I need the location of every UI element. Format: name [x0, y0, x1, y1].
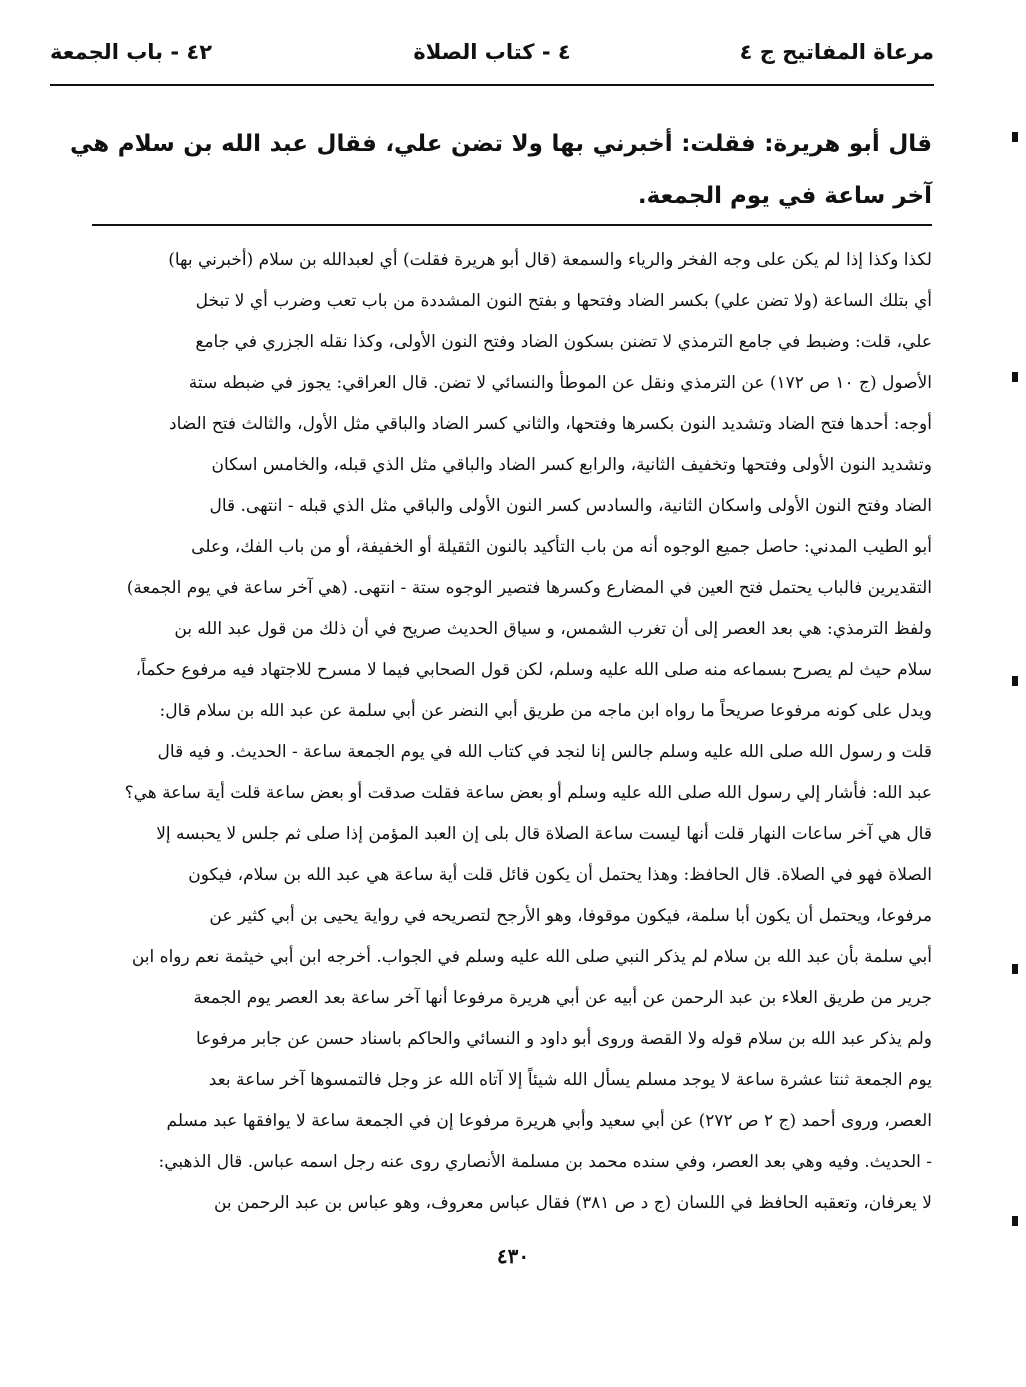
commentary-line: ويدل على كونه مرفوعا صريحاً ما رواه ابن ماجه من طريق أبي النضر عن أبي سلمة عن عبد الله بن سلام قال:: [159, 701, 932, 721]
commentary-line: يوم الجمعة ثنتا عشرة ساعة لا يوجد مسلم يسأل الله شيئاً إلا آتاه الله عز وجل فالتمسوها آخر ساعة بعد: [208, 1070, 932, 1090]
commentary-line: أبو الطيب المدني: حاصل جميع الوجوه أنه من باب التأكيد بالنون الثقيلة أو الخفيفة، أو من باب الفك، وعلى: [191, 537, 932, 557]
commentary-line: مرفوعا، ويحتمل أن يكون أبا سلمة، فيكون موقوفا، وهو الأرجح لتصريحه في رواية يحيى بن أبي كثير عن: [209, 906, 932, 926]
header-chapter: ٤ - كتاب الصلاة: [413, 40, 571, 64]
commentary-line: ولفظ الترمذي: هي بعد العصر إلى أن تغرب الشمس، و سياق الحديث صريح في أن ذلك من قول عبد الله بن: [174, 619, 932, 639]
margin-mark: [1012, 1216, 1018, 1226]
commentary-line: عبد الله: فأشار إلي رسول الله صلى الله عليه وسلم أو بعض ساعة فقلت صدقت أو بعض ساعة قلت أية ساعة هي؟: [124, 783, 932, 803]
commentary-line: التقديرين فالباب يحتمل فتح العين في المضارع وكسرها فتصير الوجوه ستة - انتهى. (هي آخر ساعة في يوم الجمعة): [126, 578, 932, 598]
hadith-text: قال أبو هريرة: فقلت: أخبرني بها ولا تضن علي، فقال عبد الله بن سلام هي آخر ساعة في يوم الجمعة.: [70, 131, 932, 209]
margin-mark: [1012, 964, 1018, 974]
commentary-line: الضاد وفتح النون الأولى واسكان الثانية، والسادس كسر النون الأولى والباقي مثل الذي قبله - انتهى. قال: [209, 496, 932, 516]
margin-mark: [1012, 372, 1018, 382]
header-rule: [50, 84, 934, 86]
commentary-line: الأصول (ج ١٠ ص ١٧٢) عن الترمذي ونقل عن الموطأ والنسائي لا تضن. قال العراقي: يجوز في ضبطه ستة: [188, 373, 932, 393]
commentary-line: قلت و رسول الله صلى الله عليه وسلم جالس إنا لنجد في كتاب الله في يوم الجمعة ساعة - الحديث. و فيه قال: [157, 742, 932, 762]
commentary-line: لكذا وكذا إذا لم يكن على وجه الفخر والرياء والسمعة (قال أبو هريرة فقلت) أي لعبدالله بن سلام (أخبرني بها): [168, 250, 932, 270]
commentary-line: قال هي آخر ساعات النهار قلت أنها ليست ساعة الصلاة قال بلى إن العبد المؤمن إذا صلى ثم جلس لا يحبسه إلا: [156, 824, 932, 844]
commentary-line: الصلاة فهو في الصلاة. قال الحافظ: وهذا يحتمل أن يكون قائل قلت أية ساعة هي عبد الله بن سلام، فيكون: [188, 865, 932, 885]
commentary-line: سلام حيث لم يصرح بسماعه منه صلى الله عليه وسلم، لكن قول الصحابي فيما لا مسرح للاجتهاد فيه مرفوع حكماً،: [135, 660, 932, 680]
header-section: ٤٢ - باب الجمعة: [50, 40, 213, 64]
margin-mark: [1012, 676, 1018, 686]
separator-rule: [92, 224, 932, 226]
commentary-block: [70, 240, 932, 1224]
commentary-line: أبي سلمة بأن عبد الله بن سلام لم يذكر النبي صلى الله عليه وسلم في الجواب. أخرجه ابن أبي خيثمة نعم رواه ابن: [131, 947, 932, 967]
commentary-line: جرير من طريق العلاء بن عبد الرحمن عن أبيه عن أبي هريرة مرفوعا أنها آخر ساعة بعد العصر يوم الجمعة: [193, 988, 932, 1008]
commentary-line: وتشديد النون الأولى وفتحها وتخفيف الثانية، والرابع كسر الضاد والباقي مثل الذي قبله، والخامس اسكان: [211, 455, 932, 475]
commentary-line: أي بتلك الساعة (ولا تضن علي) بكسر الضاد وفتحها و بفتح النون المشددة من باب تعب وضرب أي لا تبخل: [195, 291, 932, 311]
commentary-line: لا يعرفان، وتعقبه الحافظ في اللسان (ج د ص ٣٨١) فقال عباس معروف، وهو عباس بن عبد الرحمن بن: [213, 1193, 932, 1213]
commentary-line: العصر، وروى أحمد (ج ٢ ص ٢٧٢) عن أبي سعيد وأبي هريرة مرفوعا إن في الجمعة ساعة لا يوافقها عبد مسلم: [166, 1111, 932, 1131]
margin-mark: [1012, 132, 1018, 142]
commentary-line: أوجه: أحدها فتح الضاد وتشديد النون بكسرها وفتحها، والثاني كسر الضاد والباقي مثل الأول، والثالث فتح الضاد: [169, 414, 932, 434]
page-header: [50, 32, 934, 72]
page-number: ٤٣٠: [496, 1244, 530, 1268]
commentary-line: علي، قلت: وضبط في جامع الترمذي لا تضنن بسكون الضاد وفتح النون الأولى، وكذا نقله الجزري في جامع: [195, 332, 932, 352]
commentary-line: ولم يذكر عبد الله بن سلام قوله ولا القصة وروى أبو داود و النسائي والحاكم باسناد حسن عن جابر مرفوعا: [195, 1029, 932, 1049]
commentary-line: - الحديث. وفيه وهي بعد العصر، وفي سنده محمد بن مسلمة الأنصاري روى عنه رجل اسمه عباس. قال الذهبي:: [158, 1152, 932, 1172]
header-book-title: مرعاة المفاتيح ج ٤: [739, 40, 934, 64]
